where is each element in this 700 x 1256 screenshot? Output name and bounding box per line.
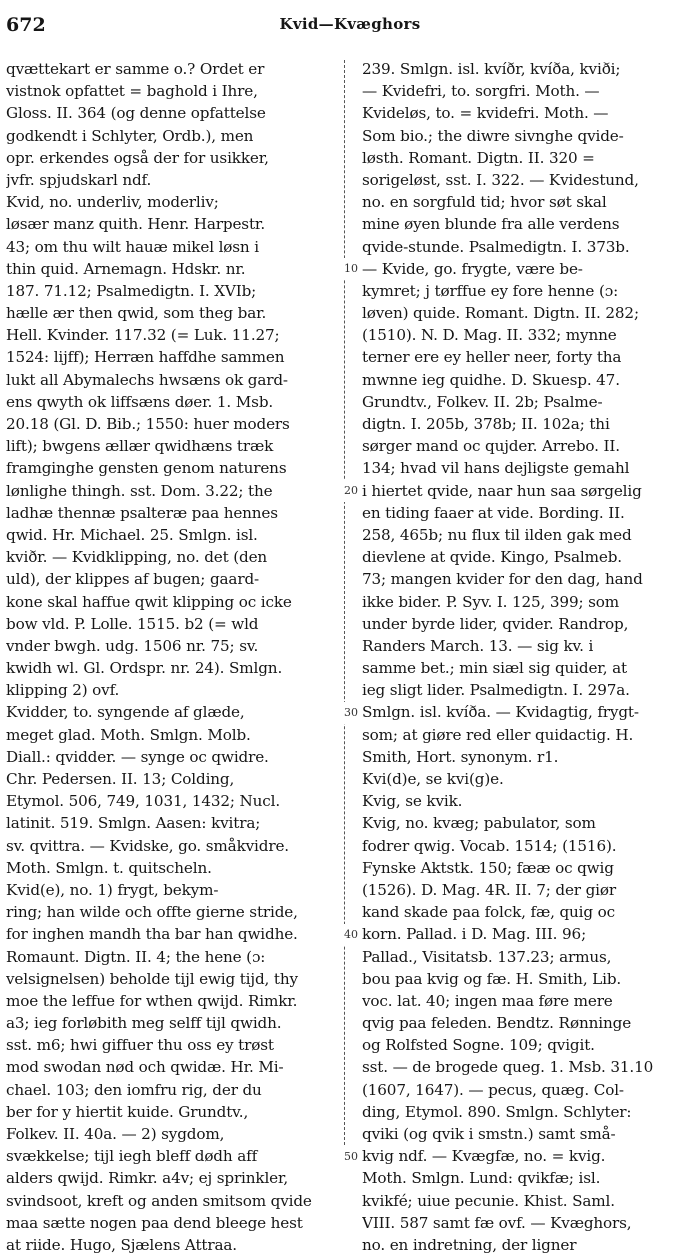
text-line: kymret; j tørffue ey fore henne (ɔ: bbox=[362, 281, 619, 300]
text-line: Kvid(e), no. 1) frygt, bekym- bbox=[6, 880, 219, 899]
text-line: qvættekart er samme o.? Ordet er bbox=[6, 60, 265, 78]
text-line: (1607, 1647). — pecus, quæg. Col- bbox=[362, 1080, 624, 1099]
text-line: og Rolfsted Sogne. 109; qvigit. bbox=[362, 1036, 595, 1055]
text-line: Pallad., Visitatsb. 137.23; armus, bbox=[362, 947, 612, 966]
text-line: digtn. I. 205b, 378b; II. 102a; thi bbox=[362, 415, 610, 433]
line-number: 50 bbox=[336, 1146, 358, 1168]
line-number: 40 bbox=[336, 924, 358, 946]
text-line: ieg sligt lider. Psalmedigtn. I. 297a. bbox=[362, 681, 630, 700]
text-line: ring; han wilde och offte gierne stride, bbox=[6, 903, 298, 922]
text-line: lift); bwgens ællær qwidhæns træk bbox=[6, 437, 274, 456]
line-number: 10 bbox=[336, 258, 358, 280]
text-line: Grundtv., Folkev. II. 2b; Psalme- bbox=[362, 392, 603, 411]
text-line: dievlene at qvide. Kingo, Psalmeb. bbox=[362, 548, 622, 567]
text-line: ladhæ thennæ psalteræ paa hennes bbox=[6, 503, 278, 522]
text-line: Smlgn. isl. kvíða. — Kvidagtig, frygt- bbox=[362, 703, 639, 722]
text-line: sorigeløst, sst. I. 322. — Kvidestund, bbox=[362, 170, 639, 189]
text-line: Chr. Pedersen. II. 13; Colding, bbox=[6, 770, 235, 788]
text-line: Kvideløs, to. = kvidefri. Moth. — bbox=[362, 104, 609, 123]
text-line: Hell. Kvinder. 117.32 (= Luk. 11.27; bbox=[6, 326, 280, 345]
text-line: VIII. 587 samt fæ ovf. — Kvæghors, bbox=[362, 1213, 632, 1232]
text-line: 258, 465b; nu flux til ilden gak med bbox=[362, 525, 632, 544]
text-line: Romaunt. Digtn. II. 4; the hene (ɔ: bbox=[6, 947, 266, 966]
text-line: qvide-stunde. Psalmedigtn. I. 373b. bbox=[362, 237, 630, 256]
text-line: kvig ndf. — Kvægfæ, no. = kvig. bbox=[362, 1147, 606, 1166]
text-line: at riide. Hugo, Sjælens Attraa. bbox=[6, 1235, 237, 1254]
text-line: en tiding faaer at vide. Bording. II. bbox=[362, 503, 625, 522]
running-head: Kvid—Kvæghors bbox=[279, 15, 421, 33]
text-line: framginghe gensten genom naturens bbox=[6, 459, 287, 478]
text-line: vnder bwgh. udg. 1506 nr. 75; sv. bbox=[6, 636, 259, 655]
text-line: Moth. Smlgn. t. quitscheln. bbox=[6, 858, 212, 877]
text-line: (1510). N. D. Mag. II. 332; mynne bbox=[362, 326, 617, 345]
text-line: fodrer qwig. Vocab. 1514; (1516). bbox=[362, 836, 617, 855]
text-line: velsignelsen) beholde tijl ewig tijd, thy bbox=[6, 969, 298, 988]
text-line: — Kvide, go. frygte, være be- bbox=[362, 259, 583, 278]
text-line: bou paa kvig og fæ. H. Smith, Lib. bbox=[362, 969, 622, 988]
text-line: 187. 71.12; Psalmedigtn. I. XVIb; bbox=[6, 281, 257, 300]
text-line: maa sætte nogen paa dend bleege hest bbox=[6, 1213, 303, 1232]
text-line: sst. — de brogede queg. 1. Msb. 31.10 bbox=[362, 1058, 654, 1077]
text-line: 20.18 (Gl. D. Bib.; 1550: huer moders bbox=[6, 415, 290, 433]
text-line: meget glad. Moth. Smlgn. Molb. bbox=[6, 725, 251, 744]
text-line: Randers March. 13. — sig kv. i bbox=[362, 636, 594, 655]
text-line: opr. erkendes også der for usikker, bbox=[6, 148, 269, 167]
line-number: 30 bbox=[336, 702, 358, 724]
text-line: qwid. Hr. Michael. 25. Smlgn. isl. bbox=[6, 525, 258, 544]
text-line: Kvidder, to. syngende af glæde, bbox=[6, 703, 245, 722]
right-column bbox=[362, 58, 688, 1256]
text-line: Kvig, no. kvæg; pabulator, som bbox=[362, 814, 596, 833]
text-line: chael. 103; den iomfru rig, der du bbox=[6, 1080, 262, 1099]
text-line: kvikfé; uiue pecunie. Khist. Saml. bbox=[362, 1191, 615, 1210]
text-line: klipping 2) ovf. bbox=[6, 681, 120, 700]
text-line: sørger mand oc qujder. Arrebo. II. bbox=[362, 437, 620, 456]
text-line: løven) quide. Romant. Digtn. II. 282; bbox=[362, 304, 639, 323]
text-line: kone skal haffue qwit klipping oc icke bbox=[6, 592, 292, 611]
text-line: vistnok opfattet = baghold i Ihre, bbox=[6, 82, 258, 101]
text-line: jvfr. spjudskarl ndf. bbox=[6, 170, 152, 189]
text-line: no. en sorgfuld tid; hvor søt skal bbox=[362, 193, 607, 212]
text-line: i hiertet qvide, naar hun saa sørgelig bbox=[362, 481, 642, 500]
text-line: 73; mangen kvider for den dag, hand bbox=[362, 570, 643, 589]
text-line: sst. m6; hwi giffuer thu oss ey trøst bbox=[6, 1036, 274, 1055]
text-line: Smith, Hort. synonym. r1. bbox=[362, 747, 559, 766]
text-line: under byrde lider, qvider. Randrop, bbox=[362, 614, 629, 633]
text-line: uld), der klippes af bugen; gaard- bbox=[6, 570, 259, 589]
text-line: alders qwijd. Rimkr. a4v; ej sprinkler, bbox=[6, 1169, 289, 1188]
text-line: Kvid, no. underliv, moderliv; bbox=[6, 193, 219, 212]
text-line: korn. Pallad. i D. Mag. III. 96; bbox=[362, 925, 587, 944]
text-line: voc. lat. 40; ingen maa føre mere bbox=[362, 991, 613, 1010]
text-line: (1526). D. Mag. 4R. II. 7; der giør bbox=[362, 880, 616, 899]
text-line: 134; hvad vil hans dejligste gemahl bbox=[362, 459, 630, 478]
text-line: 239. Smlgn. isl. kvíðr, kvíða, kviði; bbox=[362, 60, 621, 78]
text-line: svindsoot, kreft og anden smitsom qvide bbox=[6, 1191, 312, 1210]
text-line: mod swodan nød och qwidæ. Hr. Mi- bbox=[6, 1058, 284, 1077]
text-line: latinit. 519. Smlgn. Aasen: kvitra; bbox=[6, 814, 261, 833]
text-line: moe the leffue for wthen qwijd. Rimkr. bbox=[6, 991, 298, 1010]
page-header bbox=[6, 14, 694, 38]
text-line: terner ere ey heller neer, forty tha bbox=[362, 348, 622, 367]
text-line: lukt all Abymalechs hwsæns ok gard- bbox=[6, 370, 288, 389]
text-line: Gloss. II. 364 (og denne opfattelse bbox=[6, 104, 266, 123]
text-line: ikke bider. P. Syv. I. 125, 399; som bbox=[362, 592, 619, 611]
text-line: Som bio.; the diwre sivnghe qvide- bbox=[362, 126, 624, 145]
text-line: bow vld. P. Lolle. 1515. b2 (= wld bbox=[6, 614, 259, 633]
text-line: for inghen mandh tha bar han qwidhe. bbox=[6, 925, 298, 944]
text-line: 43; om thu wilt hauæ mikel løsn i bbox=[6, 237, 259, 256]
text-line: samme bet.; min siæl sig quider, at bbox=[362, 659, 627, 678]
text-line: godkendt i Schlyter, Ordb.), men bbox=[6, 126, 254, 145]
text-line: qviki (og qvik i smstn.) samt små- bbox=[362, 1125, 616, 1143]
text-line: mine øyen blunde fra alle verdens bbox=[362, 215, 620, 234]
text-line: lønlighe thingh. sst. Dom. 3.22; the bbox=[6, 481, 273, 500]
line-number: 20 bbox=[336, 480, 358, 502]
text-line: svækkelse; tijl iegh bleff dødh aff bbox=[6, 1147, 258, 1166]
text-line: kand skade paa folck, fæ, quig oc bbox=[362, 903, 615, 922]
text-line: Diall.: qvidder. — synge oc qwidre. bbox=[6, 747, 269, 766]
text-line: qvig paa feleden. Bendtz. Rønninge bbox=[362, 1014, 632, 1033]
column-divider bbox=[344, 60, 345, 1150]
text-line: Folkev. II. 40a. — 2) sygdom, bbox=[6, 1125, 225, 1143]
text-line: mwnne ieg quidhe. D. Skuesp. 47. bbox=[362, 370, 620, 389]
text-line: ens qwyth ok liffsæns døer. 1. Msb. bbox=[6, 392, 274, 411]
text-line: ding, Etymol. 890. Smlgn. Schlyter: bbox=[362, 1102, 632, 1121]
text-line: a3; ieg forløbith meg selff tijl qwidh. bbox=[6, 1014, 282, 1033]
text-line: ber for y hiertit kuide. Grundtv., bbox=[6, 1102, 249, 1121]
page-number: 672 bbox=[6, 14, 46, 36]
left-column bbox=[6, 58, 336, 1256]
text-line: no. en indretning, der ligner bbox=[362, 1235, 577, 1254]
text-line: Kvi(d)e, se kvi(g)e. bbox=[362, 770, 504, 788]
text-line: hælle ær then qwid, som theg bar. bbox=[6, 304, 267, 323]
text-line: løsth. Romant. Digtn. II. 320 = bbox=[362, 148, 595, 167]
text-line: løsær manz quith. Henr. Harpestr. bbox=[6, 215, 266, 234]
text-line: kviðr. — Kvidklipping, no. det (den bbox=[6, 548, 268, 567]
text-line: Moth. Smlgn. Lund: qvikfæ; isl. bbox=[362, 1169, 601, 1188]
text-line: 1524: lijff); Herræn haffdhe sammen bbox=[6, 348, 285, 367]
text-line: sv. qvittra. — Kvidske, go. småkvidre. bbox=[6, 836, 289, 855]
text-line: kwidh wl. Gl. Ordspr. nr. 24). Smlgn. bbox=[6, 659, 283, 678]
text-line: Kvig, se kvik. bbox=[362, 792, 463, 811]
text-line: thin quid. Arnemagn. Hdskr. nr. bbox=[6, 259, 246, 278]
text-line: som; at giøre red eller quidactig. H. bbox=[362, 725, 634, 744]
text-line: Fynske Aktstk. 150; fææ oc qwig bbox=[362, 858, 614, 877]
text-line: Etymol. 506, 749, 1031, 1432; Nucl. bbox=[6, 792, 281, 811]
text-line: — Kvidefri, to. sorgfri. Moth. — bbox=[362, 82, 600, 101]
